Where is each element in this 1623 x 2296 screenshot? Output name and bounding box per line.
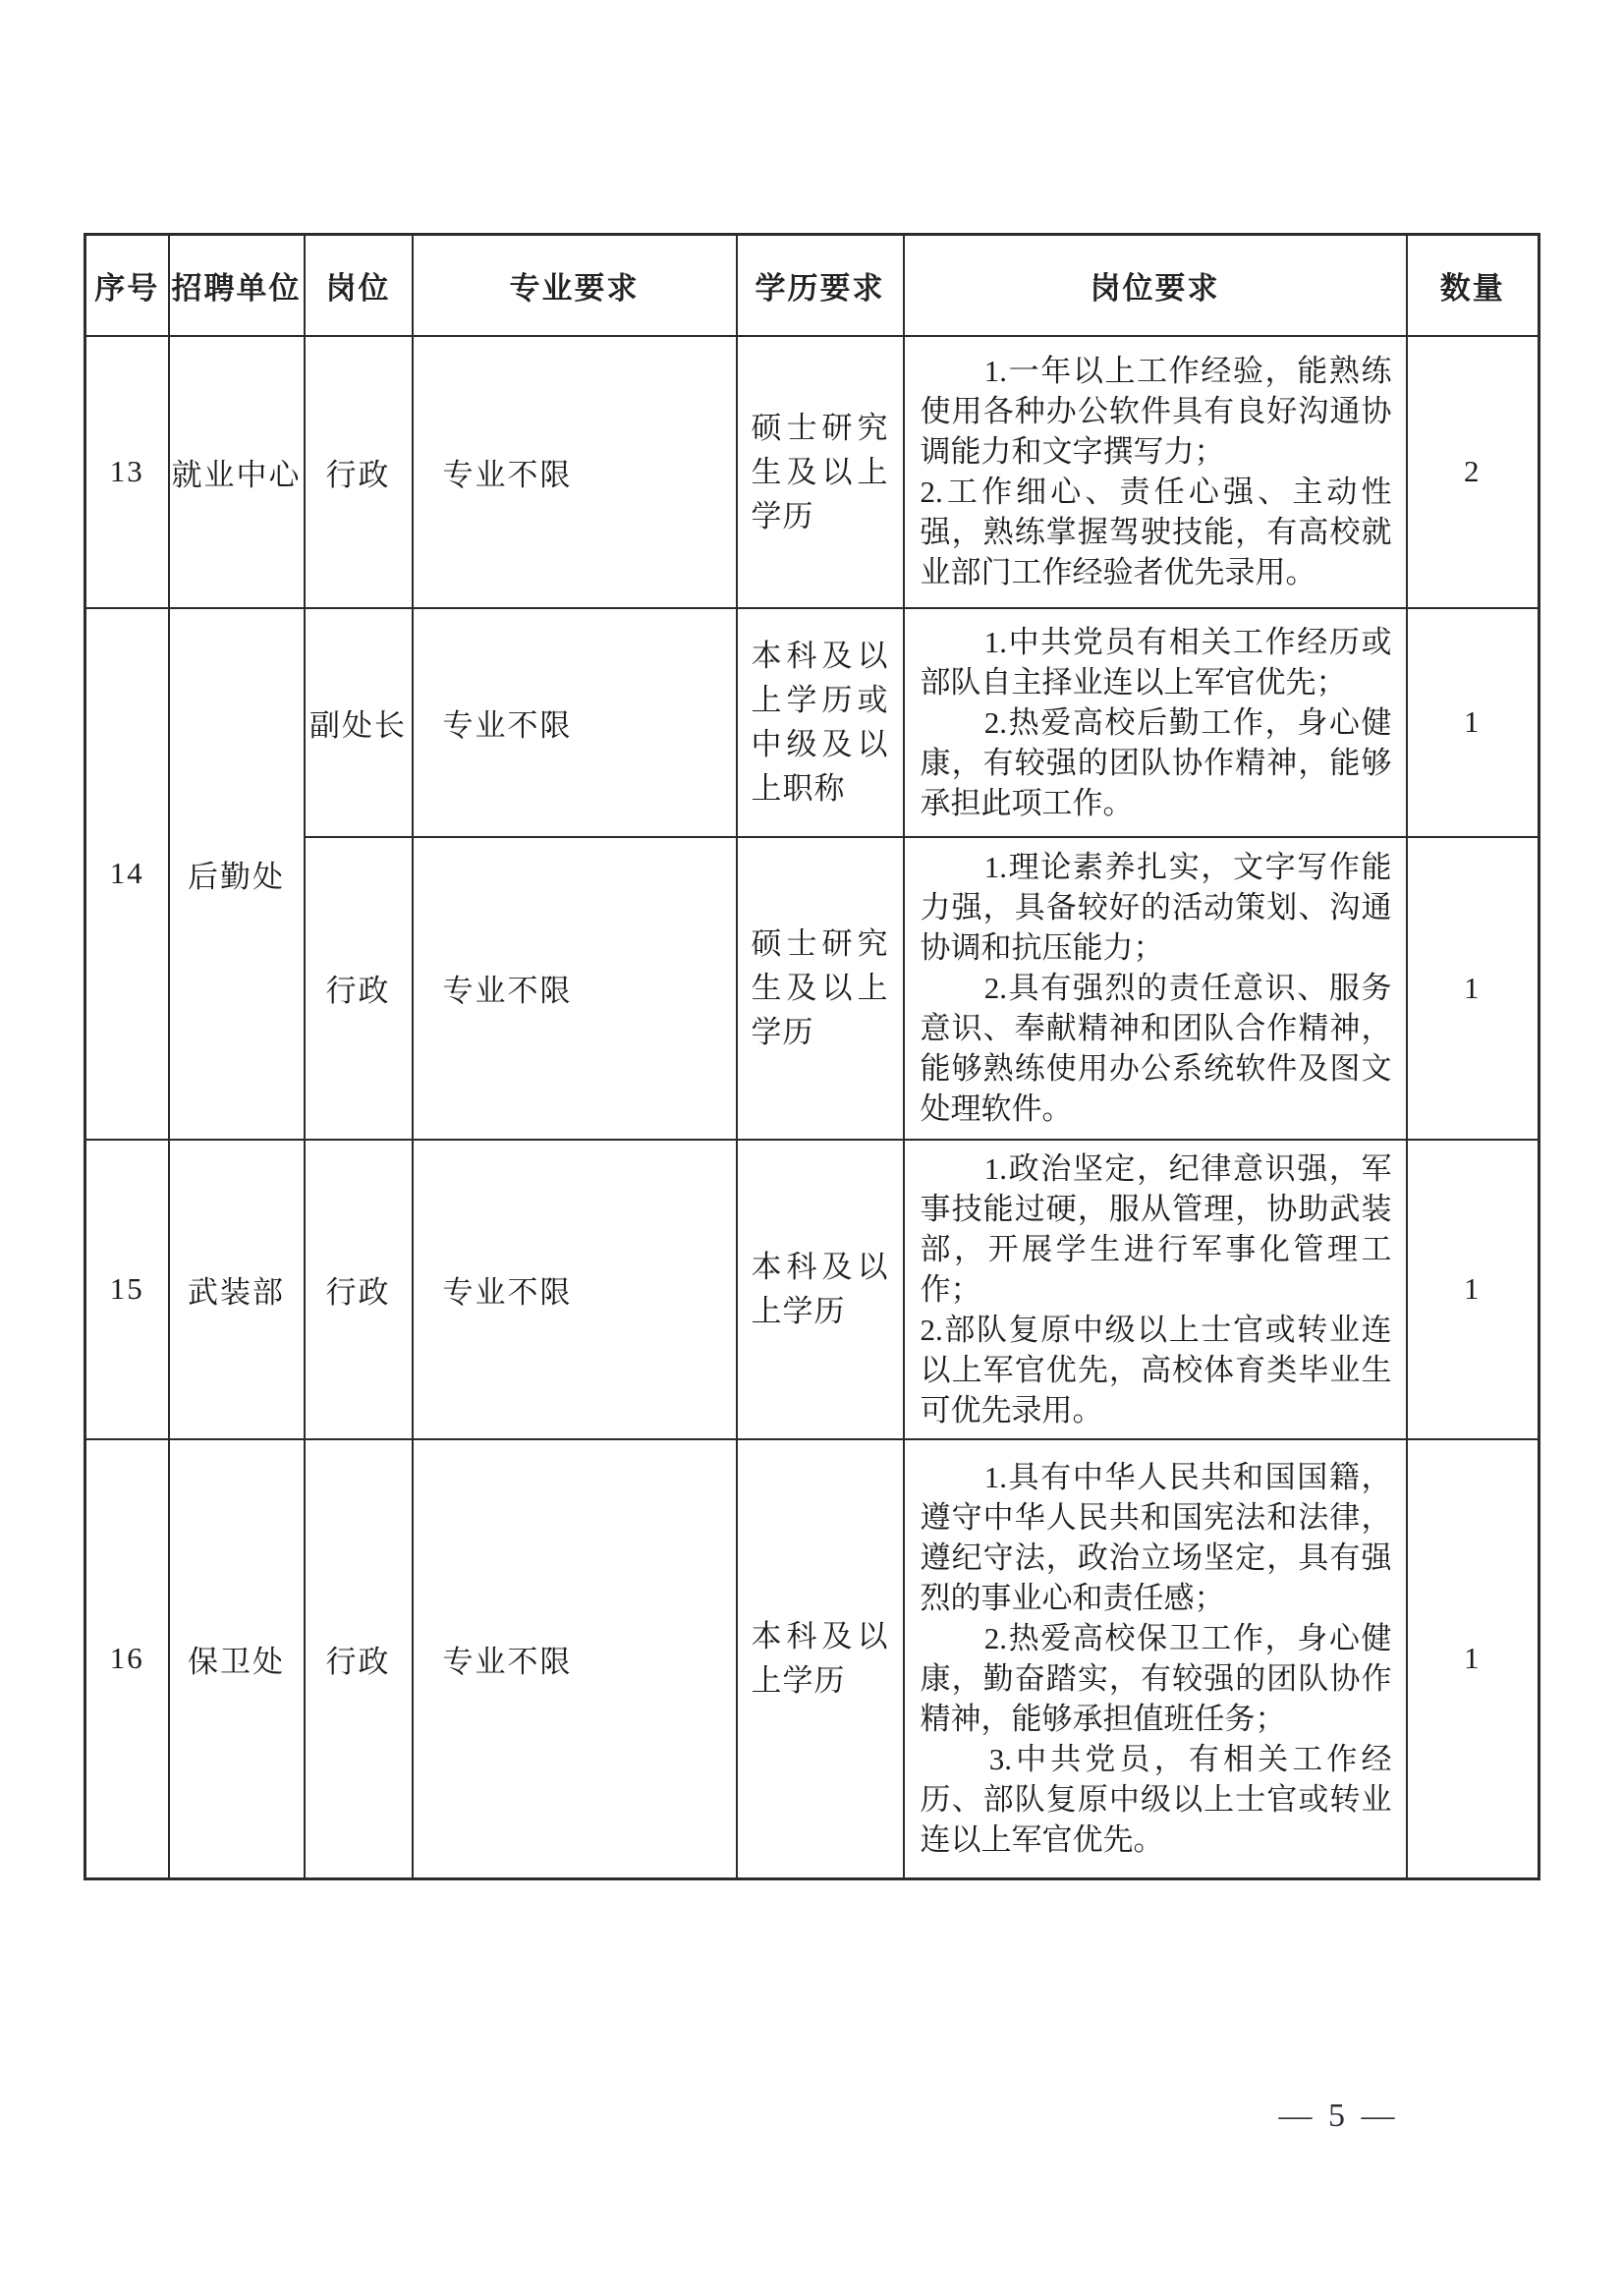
table-row-14-deputy: [85, 608, 1539, 837]
requirement-paragraph: 1.政治坚定，纪律意识强，军事技能过硬，服从管理，协助武装部，开展学生进行军事化管理工作；: [920, 1150, 1392, 1307]
cell-unit: 就业中心: [169, 336, 305, 608]
cell-seq: 15: [85, 1140, 169, 1439]
requirement-paragraph: 1.具有中华人民共和国国籍，遵守中华人民共和国宪法和法律，遵纪守法，政治立场坚定，具有强烈的事业心和责任感；: [920, 1460, 1392, 1616]
header-education: 学历要求: [737, 235, 904, 336]
table-row-16: [85, 1439, 1539, 1879]
cell-major: 专业不限: [413, 1439, 737, 1879]
cell-seq: 13: [85, 336, 169, 608]
table-header-row: [85, 235, 1539, 336]
cell-count: 2: [1407, 336, 1539, 608]
cell-education: 硕士研究生及以上学历: [737, 837, 904, 1140]
header-count: 数量: [1407, 235, 1539, 336]
cell-count: 1: [1407, 837, 1539, 1140]
requirement-paragraph: 1.中共党员有相关工作经历或部队自主择业连以上军官优先；: [920, 624, 1392, 700]
cell-count: 1: [1407, 608, 1539, 837]
cell-major: 专业不限: [413, 1140, 737, 1439]
cell-major: 专业不限: [413, 336, 737, 608]
header-major: 专业要求: [413, 235, 737, 336]
header-post: 岗位: [305, 235, 413, 336]
requirement-paragraph: 2.部队复原中级以上士官或转业连以上军官优先，高校体育类毕业生可优先录用。: [920, 1312, 1392, 1428]
cell-requirements: [904, 336, 1407, 608]
cell-education: 硕士研究生及以上学历: [737, 336, 904, 608]
table-row-15: [85, 1140, 1539, 1439]
requirement-paragraph: 1.理论素养扎实，文字写作能力强，具备较好的活动策划、沟通协调和抗压能力；: [920, 850, 1392, 965]
cell-unit: 后勤处: [169, 608, 305, 1140]
cell-requirements: [904, 1439, 1407, 1879]
cell-unit: 武装部: [169, 1140, 305, 1439]
cell-major: 专业不限: [413, 837, 737, 1140]
cell-count: 1: [1407, 1439, 1539, 1879]
page-number: — 5 —: [1278, 2098, 1399, 2134]
requirement-paragraph: 2.热爱高校保卫工作，身心健康，勤奋踏实，有较强的团队协作精神，能够承担值班任务；: [920, 1621, 1392, 1737]
cell-education: 本科及以上学历或中级及以上职称: [737, 608, 904, 837]
requirement-paragraph: 2.具有强烈的责任意识、服务意识、奉献精神和团队合作精神，能够熟练使用办公系统软件及图文处理软件。: [920, 971, 1392, 1126]
cell-seq: 16: [85, 1439, 169, 1879]
header-requirements: 岗位要求: [904, 235, 1407, 336]
requirement-paragraph: 3.中共党员，有相关工作经历、部队复原中级以上士官或转业连以上军官优先。: [920, 1742, 1392, 1858]
cell-post: 副处长: [305, 608, 413, 837]
cell-requirements: [904, 837, 1407, 1140]
cell-post: 行政: [305, 837, 413, 1140]
header-unit: 招聘单位: [169, 235, 305, 336]
cell-post: 行政: [305, 1439, 413, 1879]
cell-education: 本科及以上学历: [737, 1140, 904, 1439]
requirement-paragraph: 2.工作细心、责任心强、主动性强，熟练掌握驾驶技能，有高校就业部门工作经验者优先录用。: [920, 475, 1392, 589]
table-row-13: [85, 336, 1539, 608]
cell-count: 1: [1407, 1140, 1539, 1439]
recruitment-table: [84, 233, 1540, 1880]
header-seq: 序号: [85, 235, 169, 336]
cell-seq: 14: [85, 608, 169, 1140]
cell-post: 行政: [305, 336, 413, 608]
cell-requirements: [904, 1140, 1407, 1439]
cell-requirements: [904, 608, 1407, 837]
cell-education: 本科及以上学历: [737, 1439, 904, 1879]
cell-unit: 保卫处: [169, 1439, 305, 1879]
cell-post: 行政: [305, 1140, 413, 1439]
requirement-paragraph: 2.热爱高校后勤工作，身心健康，有较强的团队协作精神，能够承担此项工作。: [920, 704, 1392, 820]
cell-major: 专业不限: [413, 608, 737, 837]
requirement-paragraph: 1.一年以上工作经验，能熟练使用各种办公软件具有良好沟通协调能力和文字撰写力；: [920, 354, 1392, 469]
